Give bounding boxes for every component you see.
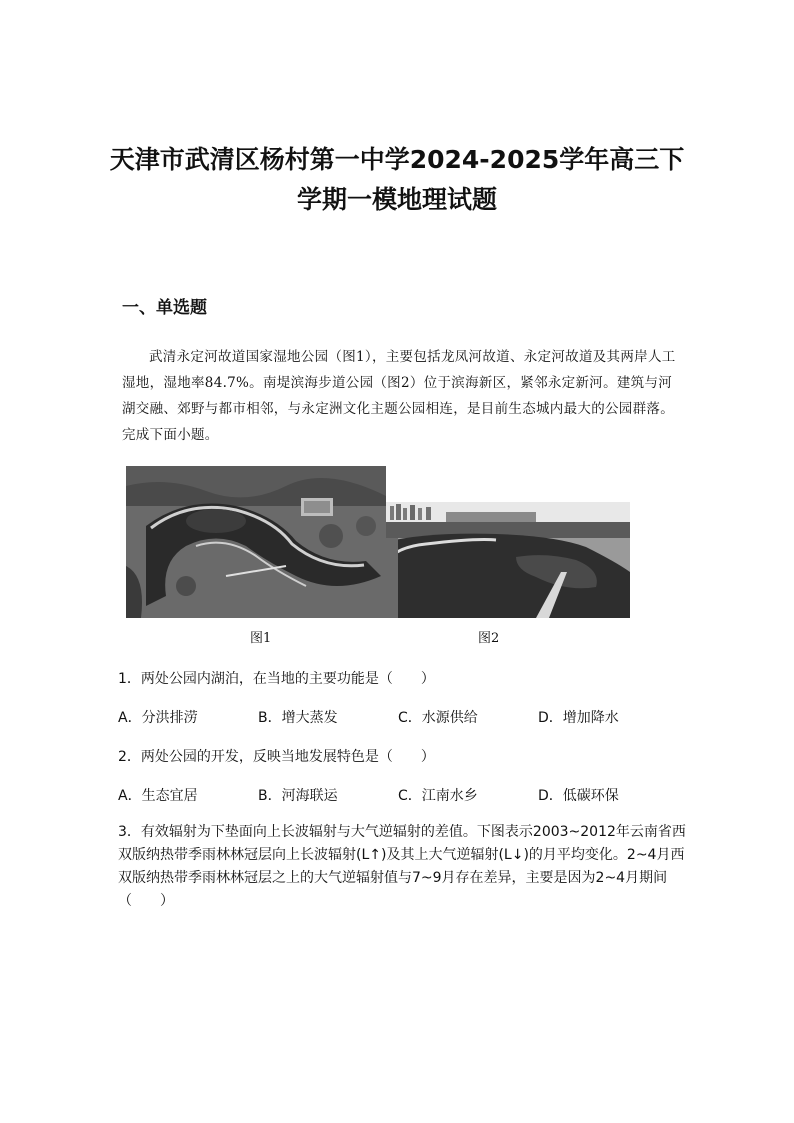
option-d: D．低碳环保 xyxy=(538,788,619,804)
option-d: D．增加降水 xyxy=(538,710,619,726)
option-c: C．江南水乡 xyxy=(398,788,478,804)
title-line-2: 学期一模地理试题 xyxy=(296,185,497,214)
fig2-caption: 图2 xyxy=(478,631,500,646)
option-b: B．增大蒸发 xyxy=(258,710,338,726)
fig1-wetland-aerial-photo xyxy=(126,466,386,618)
option-c: C．水源供给 xyxy=(398,710,478,726)
option-a: A．分洪排涝 xyxy=(118,710,198,726)
option-b: B．河海联运 xyxy=(258,788,338,804)
figure-group xyxy=(126,466,630,618)
intro-paragraph: 武清永定河故道国家湿地公园（图1），主要包括龙凤河故道、永定河故道及其两岸人工湿地，湿地率84.7%。南堤滨海步道公园（图2）位于滨海新区，紧邻永定新河。建筑与河湖交融、郊野与都市相邻，与永定洲文化主题公园相连，是目前生态城内最大的公园群落。完成下面小题。 xyxy=(122,349,676,443)
fig2-coastal-promenade-photo xyxy=(386,502,630,618)
question-1-stem: 1．两处公园内湖泊，在当地的主要功能是（ ） xyxy=(118,671,435,687)
page-title xyxy=(100,140,694,220)
question-3-stem: 3．有效辐射为下垫面向上长波辐射与大气逆辐射的差值。下图表示2003~2012年云南省西双版纳热带季雨林林冠层向上长波辐射(L↑)及其上大气逆辐射(L↓)的月平均变化。2~4月西双版纳热带季雨林林冠层之上的大气逆辐射值与7~9月存在差异，主要是因为2~4月期间（ ） xyxy=(118,824,686,909)
title-line-1: 天津市武清区杨村第一中学2024-2025学年高三下 xyxy=(109,145,685,174)
option-a: A．生态宜居 xyxy=(118,788,198,804)
fig1-caption: 图1 xyxy=(250,631,272,646)
question-2-options xyxy=(118,785,678,805)
section-heading: 一、单选题 xyxy=(122,298,207,318)
question-1-options xyxy=(118,707,678,727)
question-2-stem: 2．两处公园的开发，反映当地发展特色是（ ） xyxy=(118,749,435,765)
